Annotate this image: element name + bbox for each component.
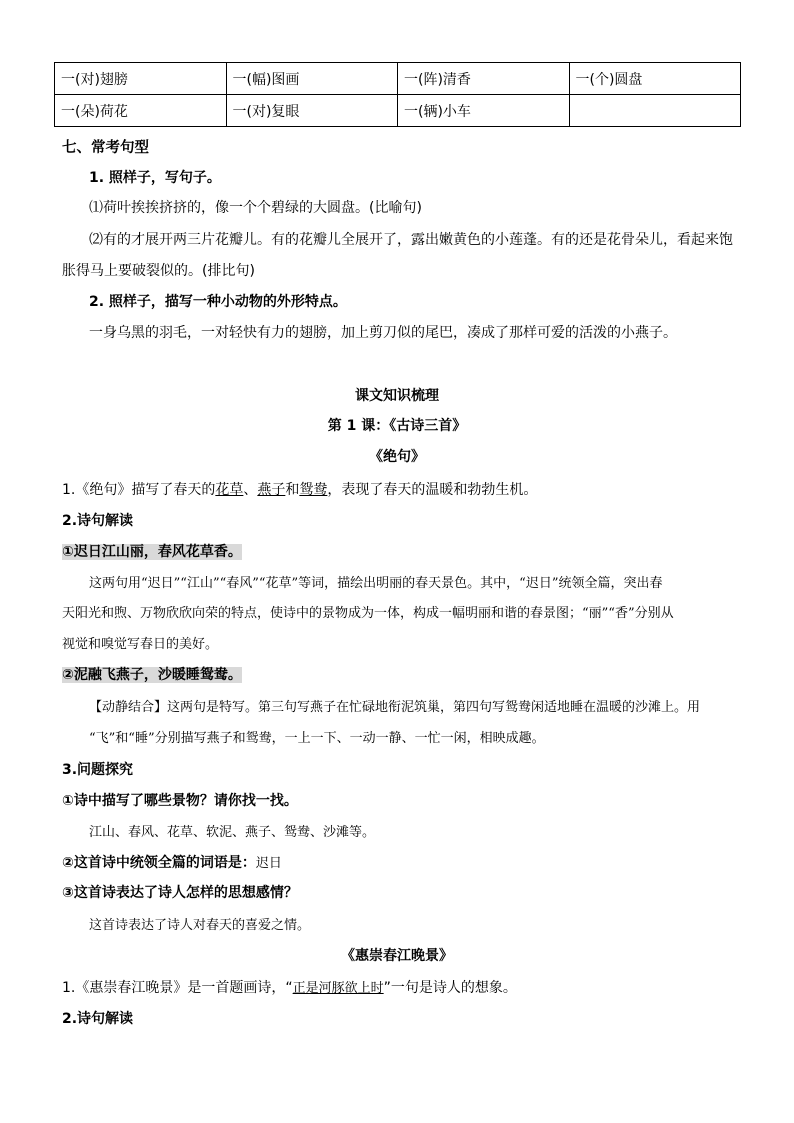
example-sentence-2-line1: ⑵有的才展开两三片花瓣儿。有的花瓣儿全展开了，露出嫩黄色的小莲蓬。有的还是花骨朵儿，看起来饱 [89, 232, 733, 248]
poem1-summary [62, 479, 537, 499]
summary-text: 和 [285, 482, 300, 498]
subheading-questions: 3.问题探究 [62, 762, 134, 778]
question-with-answer [62, 852, 282, 872]
summary-text: 、 [243, 482, 258, 498]
answer-blank: 鸳鸯 [299, 482, 328, 498]
explanation-text: 视觉和嗅觉写春日的美好。 [62, 637, 219, 652]
question-text: ②这首诗中统领全篇的词语是： [62, 855, 256, 871]
table-cell: 一(阵)清香 [398, 63, 570, 95]
question-2-heading: 2. 照样子，描写一种小动物的外形特点。 [89, 294, 347, 310]
highlighted-verse: ①迟日江山丽，春风花草香。 [62, 544, 242, 560]
summary-text: 1.《惠崇春江晚景》是一首题画诗，“ [62, 980, 293, 996]
table-cell: 一(辆)小车 [398, 95, 570, 127]
summary-text: ”一句是诗人的想象。 [383, 980, 517, 996]
table-cell: 一(个)圆盘 [569, 63, 741, 95]
explanation-text: “飞”和“睡”分别描写燕子和鸳鸯，一上一下、一动一静、一忙一闲，相映成趣。 [89, 731, 545, 746]
lesson-title: 第 1 课：《古诗三首》 [327, 418, 467, 434]
question-text: ①诗中描写了哪些景物？请你找一找。 [62, 793, 298, 809]
explanation-text: 【动静结合】这两句是特写。第三句写燕子在忙碌地衔泥筑巢，第四句写鸳鸯闲适地睡在温暖的沙滩上。用 [89, 700, 701, 715]
answer-blank: 正是河豚欲上时 [292, 981, 384, 996]
explanation-text: 天阳光和煦、万物欣欣向荣的特点，使诗中的景物成为一体，构成一幅明丽和谐的春景图；“丽”“香”分别从 [62, 606, 674, 621]
table-cell [569, 95, 741, 127]
summary-text: ，表现了春天的温暖和勃勃生机。 [327, 482, 538, 498]
review-title: 课文知识梳理 [355, 388, 439, 404]
poem-title-jueju: 《绝句》 [369, 449, 425, 465]
answer-blank: 燕子 [257, 482, 286, 498]
table-cell: 一(幅)图画 [226, 63, 398, 95]
table-cell: 一(朵)荷花 [55, 95, 227, 127]
answer-blank: 花草 [215, 482, 244, 498]
table-cell: 一(对)翅膀 [55, 63, 227, 95]
section-heading: 七、常考句型 [62, 140, 149, 156]
example-sentence-2-line2: 胀得马上要破裂似的。(排比句) [62, 263, 255, 279]
table-row [55, 63, 741, 95]
subheading-interpretation: 2.诗句解读 [62, 513, 134, 529]
example-sentence-1: ⑴荷叶挨挨挤挤的，像一个个碧绿的大圆盘。(比喻句) [89, 200, 422, 216]
subheading-interpretation: 2.诗句解读 [62, 1011, 134, 1027]
question-1-heading: 1. 照样子，写句子。 [89, 170, 221, 186]
summary-text: 1.《绝句》描写了春天的 [62, 482, 216, 498]
question-text: ③这首诗表达了诗人怎样的思想感情？ [62, 885, 298, 901]
table-row [55, 95, 741, 127]
answer-text: 这首诗表达了诗人对春天的喜爱之情。 [89, 918, 311, 933]
measure-word-table [54, 62, 741, 127]
explanation-text: 这两句用“迟日”“江山”“春风”“花草”等词，描绘出明丽的春天景色。其中，“迟日”统领全篇，突出春 [89, 576, 663, 591]
poem2-summary [62, 977, 517, 997]
example-sentence-3: 一身乌黑的羽毛，一对轻快有力的翅膀，加上剪刀似的尾巴，凑成了那样可爱的活泼的小燕子。 [89, 325, 677, 341]
answer-text: 江山、春风、花草、软泥、燕子、鸳鸯、沙滩等。 [89, 825, 376, 840]
answer-text: 迟日 [255, 856, 282, 871]
table-cell: 一(对)复眼 [226, 95, 398, 127]
poem-line-1 [62, 541, 242, 561]
highlighted-verse: ②泥融飞燕子，沙暖睡鸳鸯。 [62, 667, 242, 683]
poem-line-2 [62, 664, 242, 684]
poem-title-huichong: 《惠崇春江晚景》 [341, 948, 453, 964]
